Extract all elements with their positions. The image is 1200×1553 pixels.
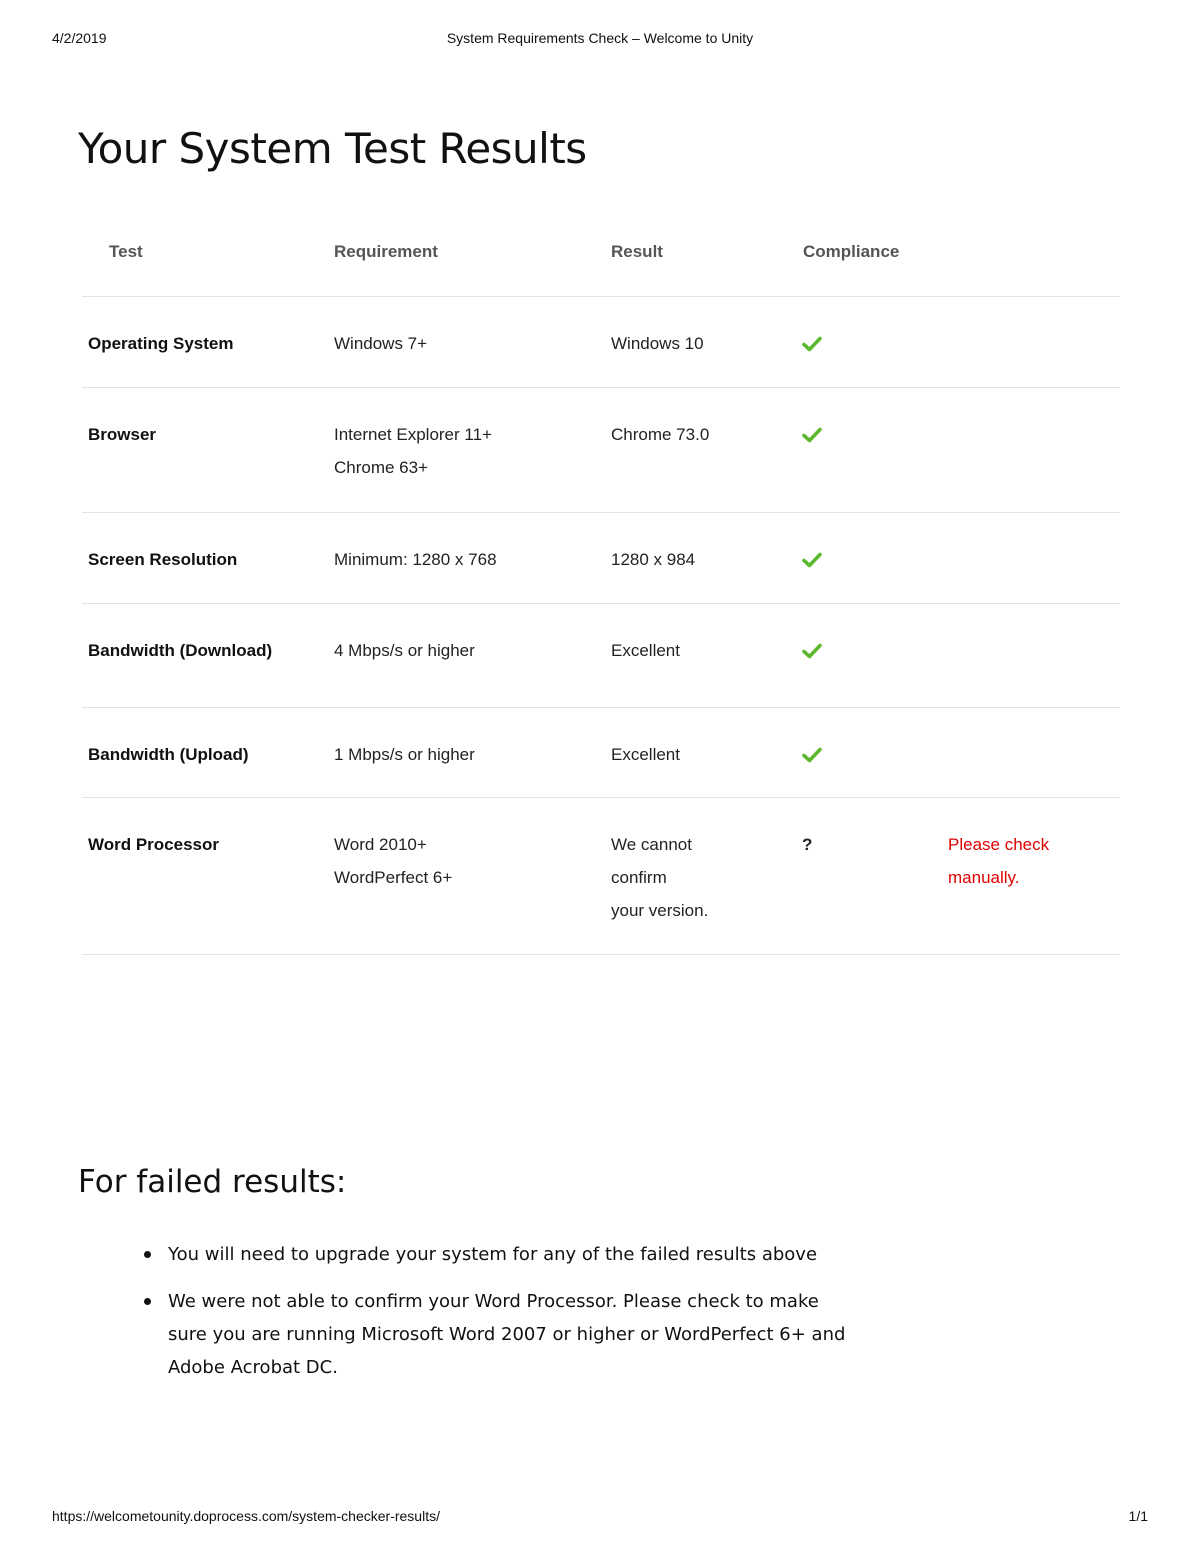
requirement-cell-line: 1 Mbps/s or higher xyxy=(334,745,475,764)
checkmark-icon-glyph xyxy=(802,747,822,763)
table-row xyxy=(82,604,1120,708)
test-name: Operating System xyxy=(88,334,234,353)
table-row xyxy=(82,388,1120,513)
checkmark-icon xyxy=(802,327,822,352)
result-cell-line: 1280 x 984 xyxy=(611,550,696,569)
result-cell-line: Excellent xyxy=(611,745,680,764)
checkmark-icon-glyph xyxy=(802,552,822,568)
table-header xyxy=(82,222,1120,297)
table-row xyxy=(82,297,1120,388)
column-header-compliance: Compliance xyxy=(803,242,900,261)
result-cell-line: We cannot xyxy=(611,835,692,854)
checkmark-icon-glyph xyxy=(802,336,822,352)
requirement-cell-line: Chrome 63+ xyxy=(334,458,429,477)
requirement-cell xyxy=(334,543,584,576)
checkmark-icon-glyph xyxy=(802,643,822,659)
list-item-line: We were not able to confirm your Word Processor. Please check to make xyxy=(168,1291,819,1312)
requirement-cell-line: 4 Mbps/s or higher xyxy=(334,641,475,660)
list-item xyxy=(144,1238,864,1271)
result-cell xyxy=(611,327,761,360)
bullet-icon xyxy=(144,1251,151,1258)
manual-check-note xyxy=(948,828,1108,894)
requirement-cell-line: Internet Explorer 11+ xyxy=(334,425,492,444)
requirement-cell-line: Word 2010+ xyxy=(334,835,427,854)
result-cell xyxy=(611,634,761,667)
result-cell xyxy=(611,738,761,771)
requirement-cell xyxy=(334,634,584,667)
test-name: Word Processor xyxy=(88,835,220,854)
list-item-line: You will need to upgrade your system for any of the failed results above xyxy=(168,1244,818,1265)
table-row xyxy=(82,513,1120,604)
checkmark-icon-glyph xyxy=(802,427,822,443)
result-cell xyxy=(611,828,761,927)
checkmark-icon xyxy=(802,543,822,568)
result-cell xyxy=(611,543,761,576)
test-name: Browser xyxy=(88,425,157,444)
checkmark-icon xyxy=(802,418,822,443)
requirement-cell-line: Windows 7+ xyxy=(334,334,428,353)
result-cell-line: Windows 10 xyxy=(611,334,704,353)
print-date: 4/2/2019 xyxy=(52,30,107,46)
test-name: Bandwidth (Upload) xyxy=(88,745,249,764)
table-row xyxy=(82,708,1120,798)
result-cell-line: your version. xyxy=(611,901,709,920)
table-row xyxy=(82,798,1120,955)
column-header-requirement: Requirement xyxy=(334,242,438,261)
failed-results-list xyxy=(144,1238,864,1398)
compliance-unknown: ? xyxy=(802,835,813,854)
page-number: 1/1 xyxy=(1128,1508,1148,1524)
failed-results-title: For failed results: xyxy=(78,1164,347,1200)
test-name: Bandwidth (Download) xyxy=(88,641,273,660)
test-name: Screen Resolution xyxy=(88,550,238,569)
column-header-result: Result xyxy=(611,242,663,261)
result-cell-line: confirm xyxy=(611,868,667,887)
print-footer xyxy=(52,1508,1148,1528)
results-table xyxy=(82,222,1120,955)
requirement-cell xyxy=(334,327,584,360)
result-cell-line: Excellent xyxy=(611,641,680,660)
result-cell xyxy=(611,418,761,451)
page-title: Your System Test Results xyxy=(78,124,587,173)
requirement-cell xyxy=(334,418,584,484)
manual-check-note-line: manually. xyxy=(948,868,1020,887)
requirement-cell xyxy=(334,828,584,894)
list-item xyxy=(144,1285,864,1384)
print-url: https://welcometounity.doprocess.com/system-checker-results/ xyxy=(52,1508,440,1524)
column-header-test: Test xyxy=(109,242,143,261)
bullet-icon xyxy=(144,1298,151,1305)
checkmark-icon xyxy=(802,634,822,659)
checkmark-icon xyxy=(802,738,822,763)
table-body xyxy=(82,297,1120,955)
list-item-line: Adobe Acrobat DC. xyxy=(168,1357,338,1378)
requirement-cell-line: Minimum: 1280 x 768 xyxy=(334,550,497,569)
print-header xyxy=(52,30,1148,50)
requirement-cell-line: WordPerfect 6+ xyxy=(334,868,453,887)
print-document-title: System Requirements Check – Welcome to Unity xyxy=(446,30,754,46)
requirement-cell xyxy=(334,738,584,771)
list-item-line: sure you are running Microsoft Word 2007 or higher or WordPerfect 6+ and xyxy=(168,1324,846,1345)
manual-check-note-line: Please check xyxy=(948,835,1050,854)
result-cell-line: Chrome 73.0 xyxy=(611,425,710,444)
